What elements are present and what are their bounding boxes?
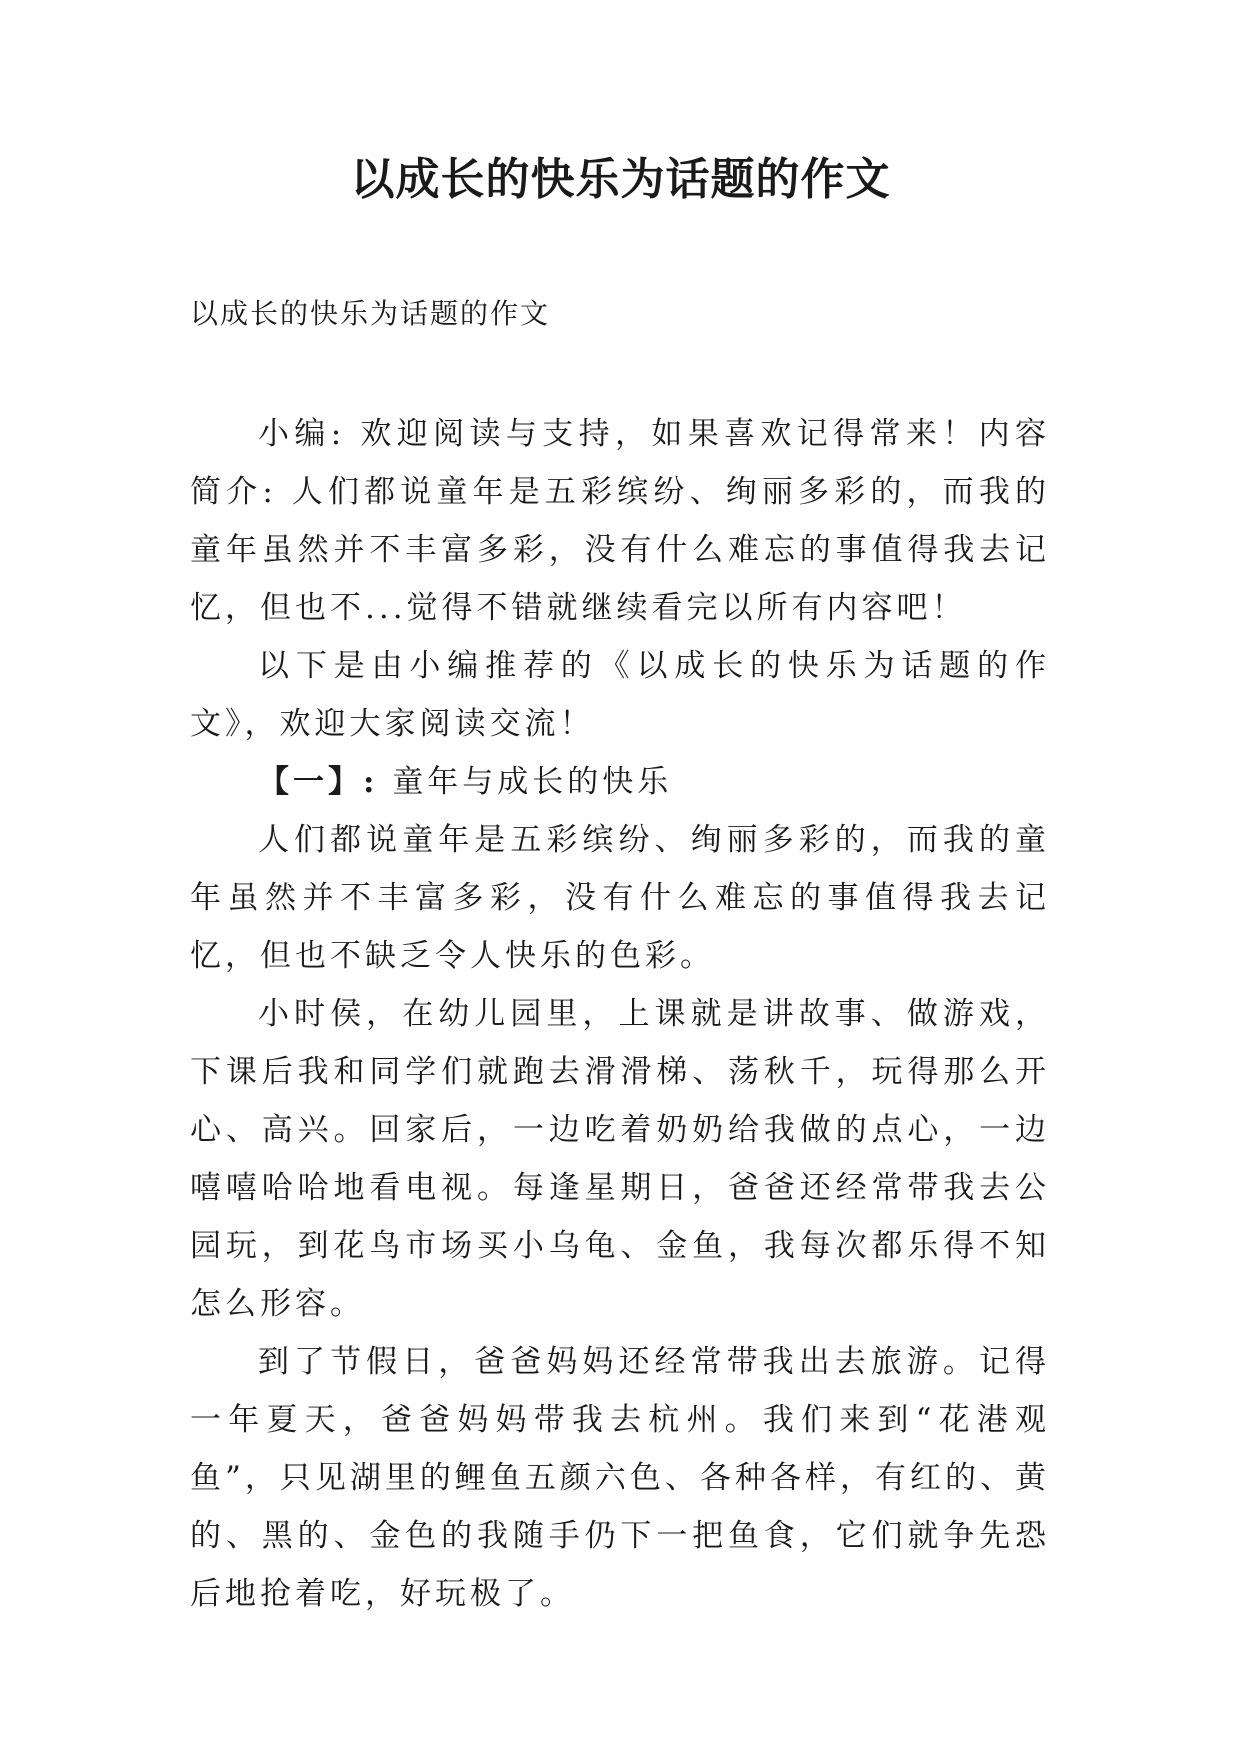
intro-paragraph: 以下是由小编推荐的《以成长的快乐为话题的作文》，欢迎大家阅读交流！: [190, 648, 1050, 742]
document-body: [190, 405, 1050, 1623]
section-heading: [190, 753, 1050, 811]
story-paragraph: 到了节假日，爸爸妈妈还经常带我出去旅游。记得一年夏天，爸爸妈妈带我去杭州。我们来到“花港观鱼”，只见湖里的鲤鱼五颜六色、各种各样，有红的、黄的、黑的、金色的我随手仍下一把鱼食，它们就争先恐后地抢着吃，好玩极了。: [190, 1344, 1050, 1612]
story-paragraph: 人们都说童年是五彩缤纷、绚丽多彩的，而我的童年虽然并不丰富多彩，没有什么难忘的事值得我去记忆，但也不缺乏令人快乐的色彩。: [190, 822, 1050, 974]
section-marker: 【一】:: [258, 764, 379, 800]
intro-paragraph: 小编: 欢迎阅读与支持，如果喜欢记得常来！内容简介: 人们都说童年是五彩缤纷、绚丽多彩的，而我的童年虽然并不丰富多彩，没有什么难忘的事值得我去记忆，但也不...觉得不错就继续看完以所有内容吧！: [190, 416, 1050, 626]
story-paragraph: 小时侯，在幼儿园里，上课就是讲故事、做游戏，下课后我和同学们就跑去滑滑梯、荡秋千，玩得那么开心、高兴。回家后，一边吃着奶奶给我做的点心，一边嘻嘻哈哈地看电视。每逢星期日，爸爸还经常带我去公园玩，到花鸟市场买小乌龟、金鱼，我每次都乐得不知怎么形容。: [190, 996, 1050, 1322]
section-title: 童年与成长的快乐: [392, 764, 673, 800]
document-title: 以成长的快乐为话题的作文: [350, 154, 891, 205]
document-subtitle: 以成长的快乐为话题的作文: [190, 297, 551, 330]
